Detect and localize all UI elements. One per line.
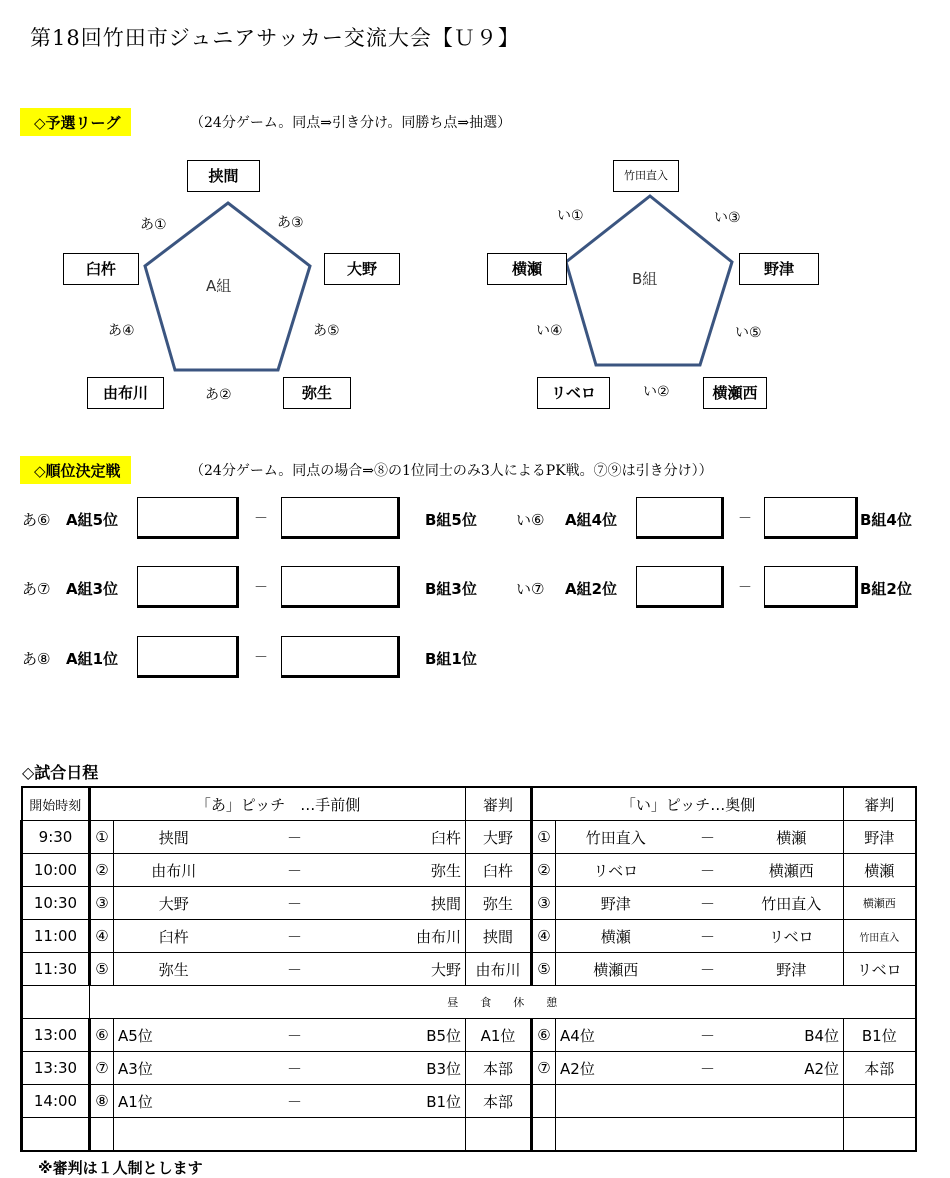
- match-no: ①: [90, 821, 114, 854]
- home-team: A3位: [114, 1052, 234, 1085]
- referee: リベロ: [844, 953, 916, 986]
- header-time: 開始時刻: [22, 787, 90, 821]
- group-b-name: B組: [632, 270, 658, 288]
- prelim-note: （24分ゲーム。同点⇒引き分け。同勝ち点⇒抽選）: [190, 115, 512, 131]
- home-team: 挟間: [114, 821, 234, 854]
- home-team: A5位: [114, 1019, 234, 1052]
- referee: 由布川: [466, 953, 532, 986]
- table-row: [22, 1085, 916, 1118]
- ranking-home: A組1位: [66, 650, 119, 668]
- vs-dash: －: [234, 821, 356, 854]
- ranking-dash: －: [254, 580, 268, 596]
- away-team: 弥生: [356, 854, 466, 887]
- schedule-header-row: [22, 787, 916, 821]
- home-team: 大野: [114, 887, 234, 920]
- match-no: ⑥: [532, 1019, 556, 1052]
- ranking-away: B組3位: [425, 580, 477, 598]
- referee: 野津: [844, 821, 916, 854]
- score-box: [764, 566, 858, 608]
- home-team: 横瀬: [556, 920, 676, 953]
- referee: 本部: [466, 1052, 532, 1085]
- referee: 横瀬: [844, 854, 916, 887]
- table-row: [22, 887, 916, 920]
- match-no: [532, 1085, 556, 1118]
- referee: 臼杵: [466, 854, 532, 887]
- ranking-id: あ⑥: [22, 511, 51, 529]
- header-ref-b: 審判: [844, 787, 916, 821]
- match-no: ③: [90, 887, 114, 920]
- away-team: リベロ: [740, 920, 844, 953]
- home-team: [556, 1085, 676, 1118]
- schedule-table: [20, 786, 917, 1152]
- away-team: 挟間: [356, 887, 466, 920]
- home-team: 臼杵: [114, 920, 234, 953]
- time-cell: 10:30: [22, 887, 90, 920]
- ranking-away: B組5位: [425, 511, 477, 529]
- vs-dash: －: [234, 887, 356, 920]
- vs-dash: －: [676, 821, 740, 854]
- away-team: B4位: [740, 1019, 844, 1052]
- table-row: [22, 1052, 916, 1085]
- vs-dash: －: [676, 854, 740, 887]
- group-a-team-bottom-right: 弥生: [283, 377, 351, 409]
- referee: 本部: [466, 1085, 532, 1118]
- header-pitch-b: 「い」ピッチ…奥側: [532, 787, 844, 821]
- score-box: [636, 497, 724, 539]
- match-no: ④: [532, 920, 556, 953]
- time-cell: 9:30: [22, 821, 90, 854]
- referee: 挟間: [466, 920, 532, 953]
- group-a-team-right: 大野: [324, 253, 400, 285]
- table-row: [22, 1019, 916, 1052]
- vs-dash: －: [676, 887, 740, 920]
- away-team: 横瀬西: [740, 854, 844, 887]
- vs-dash: [676, 1085, 740, 1118]
- match-no: ⑥: [90, 1019, 114, 1052]
- match-label: い④: [536, 323, 563, 339]
- vs-dash: －: [676, 953, 740, 986]
- ranking-id: あ⑦: [22, 580, 51, 598]
- page-title: 第18回竹田市ジュニアサッカー交流大会【Ｕ９】: [30, 26, 520, 50]
- ranking-dash: －: [738, 511, 752, 527]
- ranking-away: B組4位: [860, 511, 912, 529]
- group-b-team-left: 横瀬: [487, 253, 567, 285]
- score-box: [137, 497, 239, 539]
- match-label: あ③: [277, 215, 304, 231]
- score-box: [281, 566, 400, 608]
- away-team: 大野: [356, 953, 466, 986]
- group-a-name: A組: [206, 277, 232, 295]
- lunch-row: [22, 986, 916, 1019]
- ranking-home: A組5位: [66, 511, 119, 529]
- vs-dash: －: [234, 1085, 356, 1118]
- lunch-break: 昼 食 休 憩: [90, 986, 916, 1019]
- table-row-empty: [22, 1118, 916, 1152]
- home-team: A1位: [114, 1085, 234, 1118]
- ranking-dash: －: [254, 511, 268, 527]
- vs-dash: －: [234, 920, 356, 953]
- ranking-away: B組1位: [425, 650, 477, 668]
- score-box: [281, 497, 400, 539]
- header-pitch-a: 「あ」ピッチ …手前側: [90, 787, 466, 821]
- match-label: い②: [643, 384, 670, 400]
- time-cell: 13:30: [22, 1052, 90, 1085]
- ranking-id: い⑥: [516, 511, 545, 529]
- ranking-id: あ⑧: [22, 650, 51, 668]
- match-no: ②: [532, 854, 556, 887]
- vs-dash: －: [676, 1052, 740, 1085]
- match-no: ③: [532, 887, 556, 920]
- header-ref-a: 審判: [466, 787, 532, 821]
- time-cell: 10:00: [22, 854, 90, 887]
- match-label: あ①: [140, 217, 167, 233]
- away-team: A2位: [740, 1052, 844, 1085]
- group-b-team-bottom-right: 横瀬西: [703, 377, 767, 409]
- ranking-note: （24分ゲーム。同点の場合⇒⑧の1位同士のみ3人によるPK戦。⑦⑨は引き分け））: [190, 463, 713, 479]
- table-row: [22, 953, 916, 986]
- away-team: 竹田直入: [740, 887, 844, 920]
- vs-dash: －: [676, 1019, 740, 1052]
- time-cell: 14:00: [22, 1085, 90, 1118]
- away-team: 臼杵: [356, 821, 466, 854]
- home-team: 由布川: [114, 854, 234, 887]
- referee: 大野: [466, 821, 532, 854]
- home-team: A2位: [556, 1052, 676, 1085]
- away-team: B1位: [356, 1085, 466, 1118]
- prelim-section-label: ◇予選リーグ: [20, 108, 131, 136]
- ranking-away: B組2位: [860, 580, 912, 598]
- ranking-home: A組3位: [66, 580, 119, 598]
- match-label: い⑤: [735, 325, 762, 341]
- away-team: 横瀬: [740, 821, 844, 854]
- home-team: リベロ: [556, 854, 676, 887]
- referee: 横瀬西: [844, 887, 916, 920]
- footnote: ※審判は１人制とします: [38, 1159, 203, 1177]
- ranking-id: い⑦: [516, 580, 545, 598]
- vs-dash: －: [234, 1019, 356, 1052]
- home-team: 弥生: [114, 953, 234, 986]
- home-team: 横瀬西: [556, 953, 676, 986]
- score-box: [636, 566, 724, 608]
- ranking-section-label: ◇順位決定戦: [20, 456, 131, 484]
- group-b-team-right: 野津: [739, 253, 819, 285]
- vs-dash: －: [234, 953, 356, 986]
- match-label: い③: [714, 210, 741, 226]
- match-no: ⑤: [532, 953, 556, 986]
- home-team: A4位: [556, 1019, 676, 1052]
- vs-dash: －: [676, 920, 740, 953]
- match-no: ④: [90, 920, 114, 953]
- group-a-team-top: 挟間: [187, 160, 260, 192]
- referee: B1位: [844, 1019, 916, 1052]
- group-a-team-left: 臼杵: [63, 253, 139, 285]
- ranking-dash: －: [254, 650, 268, 666]
- match-no: ⑦: [90, 1052, 114, 1085]
- match-label: あ④: [108, 323, 135, 339]
- referee: 弥生: [466, 887, 532, 920]
- away-team: [740, 1085, 844, 1118]
- referee: 本部: [844, 1052, 916, 1085]
- match-no: ⑦: [532, 1052, 556, 1085]
- time-cell: 13:00: [22, 1019, 90, 1052]
- schedule-section-label: ◇試合日程: [22, 763, 99, 782]
- match-no: ②: [90, 854, 114, 887]
- table-row: [22, 920, 916, 953]
- home-team: 竹田直入: [556, 821, 676, 854]
- away-team: 野津: [740, 953, 844, 986]
- ranking-home: A組4位: [565, 511, 618, 529]
- time-cell: 11:30: [22, 953, 90, 986]
- score-box: [281, 636, 400, 678]
- score-box: [137, 566, 239, 608]
- score-box: [137, 636, 239, 678]
- match-label: あ⑤: [313, 323, 340, 339]
- match-no: ⑧: [90, 1085, 114, 1118]
- time-cell: 11:00: [22, 920, 90, 953]
- match-no: ①: [532, 821, 556, 854]
- away-team: B3位: [356, 1052, 466, 1085]
- score-box: [764, 497, 858, 539]
- away-team: B5位: [356, 1019, 466, 1052]
- vs-dash: －: [234, 854, 356, 887]
- referee: A1位: [466, 1019, 532, 1052]
- away-team: 由布川: [356, 920, 466, 953]
- group-a-team-bottom-left: 由布川: [87, 377, 164, 409]
- ranking-home: A組2位: [565, 580, 618, 598]
- referee: 竹田直入: [844, 920, 916, 953]
- referee: [844, 1085, 916, 1118]
- table-row: [22, 854, 916, 887]
- table-row: [22, 821, 916, 854]
- match-label: い①: [557, 208, 584, 224]
- home-team: 野津: [556, 887, 676, 920]
- ranking-dash: －: [738, 580, 752, 596]
- match-no: ⑤: [90, 953, 114, 986]
- vs-dash: －: [234, 1052, 356, 1085]
- group-b-team-top: 竹田直入: [613, 160, 679, 192]
- match-label: あ②: [205, 387, 232, 403]
- group-b-team-bottom-left: リベロ: [537, 377, 610, 409]
